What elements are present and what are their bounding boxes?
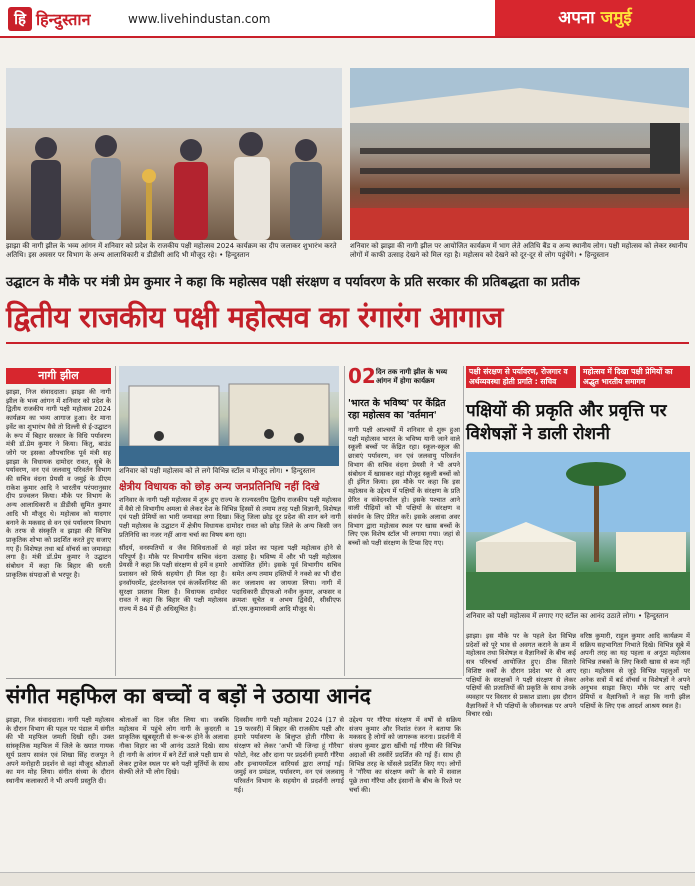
section-rule xyxy=(6,678,462,679)
stall-photo xyxy=(119,366,339,466)
festival-photo xyxy=(466,452,690,610)
photo-stalls-icon xyxy=(119,366,339,466)
music-body-4: उद्देश्य पर गौरैया संरक्षण में वर्षों से सक्रिय संजय कुमार और निशांत रंजन ने बताया कि मकसद है लोगों को जागरूक करना। प्रदर्शनी में संजय कुमार द्वारा खींची गई गौरैया की विभिन्न अदाओं की तस्वीरें प्रदर्शित की गई हैं। साथ ही विभिन्न तरह के घोंसले प्रदर्शित किए गए। लोगों ने 'गौरैया का संरक्षण क्यों' के बारे में सवाल पूछे तथा गौरैया और इंसानों के बीच के रिश्ते पर चर्चा की। xyxy=(349,716,461,794)
col1-body: झाझा, निज संवाददाता। झाझा की नागी झील के भव्य आंगन में शनिवार को प्रदेश के द्वितीय राजकीय नागी पक्षी महोत्सव 2024 कार्यक्रम का भव्य आगाज हुआ। देर माना इवेंट का शुभारंभ वैसे तो दिल्ली से ई-उद्घाटन के रूप में बिहार सरकार के विधि पर्यावरण मंत्री डॉ.प्रेम कुमार ने किया। किंतु, बाउंड जोगे पर इसका औपचारिक पूर्व मंत्री सह झाझा के विधायक दामोदर रावत, सुबे के पर्यावरण, वन एवं जलवायु परिवर्तन विभाग की सचिव वंदना प्रेयसी व जमुई के डीएम राकेश कुमार आदि ने भारतीय परंपरानुसार दीप प्रज्वलन किया। मौके पर विभाग के अन्य आलाधिकारी व डीडीसी सुमित कुमार आदि भी मौजूद थे। महोत्सव को यादगार बनाने के मकसद से वन एवं पर्यावरण विभाग के तरफ से संस्कृति व झाझा की विभिन्न प्राकृतिक शोभा को प्रदर्शित करते हुए सजाए गए हैं। विशेषज्ञ तथा बर्ड वॉचर्स का जमावड़ा लगा है। मंत्री डॉ.प्रेम कुमार ने उद्घाटन संबोधन में कहा कि बिहार की धरती प्राकृतिक संपदाओं से भरपूर है। xyxy=(6,388,111,579)
col2-subhead: क्षेत्रीय विधायक को छोड़ अन्य जनप्रतिनिधि नहीं दिखे xyxy=(119,481,320,493)
music-headline: संगीत महफिल का बच्चों व बड़ों ने उठाया आनंद xyxy=(6,684,371,708)
newspaper-logo-icon: हि xyxy=(8,7,32,31)
headline-rule xyxy=(6,342,689,344)
bullet-point-2: महोत्सव में दिखा पक्षी प्रेमियों का अद्भुत भारतीय समागम xyxy=(580,366,690,388)
col4-headline: पक्षियों की प्रकृति और प्रवृत्ति पर विशेषज्ञों ने डाली रोशनी xyxy=(466,401,667,444)
edition-banner xyxy=(495,0,695,36)
next-article-strip xyxy=(0,872,695,886)
col3-subhead: 'भारत के भविष्य' पर केंद्रित रहा महोत्सव का 'वर्तमान' xyxy=(348,398,446,421)
lead-headline: द्वितीय राजकीय पक्षी महोत्सव का रंगारंग आगाज xyxy=(6,300,503,334)
column-separator xyxy=(115,366,116,676)
lead-photo-left xyxy=(6,68,342,240)
days-number: 02 xyxy=(348,364,376,388)
edition-city: जमुई xyxy=(600,8,632,28)
col4-body: झाझा। इस मौके पर के पहले देश विभिन्न प्रदेशों को पूरे भाव से अवगत कराने के क्रम में महोत्सव तथा विशेषज्ञ व वैज्ञानिकों के बीच कई सत्र परिचर्चा आयोजित हुए। ठीक सितारे विशिष्ट वर्कों के दौरान प्रदेश भर से आए पक्षियों के सरक्षकों ने पक्षी संरक्षण से लेकर पक्षियों की प्रजातियों की प्रकृति के साथ उनके व्यवहार पर विस्तार से प्रकाश डाला। इस दौरान वैज्ञानिकों ने भी पक्षियों के जीवनचक्र पर अपने विचार रखे। xyxy=(466,632,576,719)
music-body-3: दिवसीय नागी पक्षी महोत्सव 2024 (17 से 19 फरवरी) में बिहार की राजकीय पक्षी और हमारे पर्यावरण के बिलुप्त होती गौरैया के संरक्षण को लेकर 'अभी भी जिन्दा हूं गौरैया' फोटो, नेस्ट और दाना पर प्रदर्शनी हमारी गौरैया और इन्वायरमेंटल वारियर्स द्वारा लगाई गई। जमुई वन प्रमंडल, पर्यावरण, वन एवं जलवायु परिवर्तन विभाग के सहयोग से प्रदर्शनी लगाई गई। xyxy=(234,716,344,794)
edition-prefix: अपना xyxy=(558,8,595,28)
column-separator xyxy=(463,366,464,676)
lead-photo-left-caption: झाझा की नागी झील के भव्य आंगन में शनिवार को प्रदेश के राजकीय पक्षी महोत्सव 2024 कार्यक्रम का दीप जलाकर शुभारंभ करते अतिथि। इस अवसर पर विभाग के अन्य आलाधिकारी व डीडीसी आदि भी मौजूद रहे। • हिन्दुस्तान xyxy=(6,242,337,259)
col3-body: नागी पक्षी आश्चर्यों में शनिवार से शुरू हुआ पक्षी महोत्सव भारत के भविष्य यानी जाने वाले स्कूली बच्चों पर केंद्रित रहा। स्कूल-स्कूल की छात्राएं पर्यावरण, वन एवं जलवायु परिवर्तन विभाग की सचिव वंदना प्रेयसी ने भी अपने संबोधन में खासकर वहां मौजूद स्कूली बच्चों को ही इंगित किया। इस मौके पर कहा कि इस महोत्सव के उद्देश्य में पक्षियों के संरक्षण के प्रति प्रेरित व संवेदनशील हो। इसके पश्चात आने वाली पीढ़ियों को भी पक्षियों के संरक्षण व संवर्धन के लिए प्रेरित करें। इसके अलावा अवर विभाग द्वारा महोत्सव स्थल पर खास बच्चों के लिए एक विशेष स्टॉल भी लगाया गया। जहां से बच्चों को पक्षी संरक्षण के टिप्स दिए गए। xyxy=(348,426,460,548)
col2-body: शनिवार के नागी पक्षी महोत्सव में शुरू हुए राज्य के राज्यस्तरीय द्वितीय राजकीय पक्षी महोत्सव में वैसे तो विभागीय अमला से लेकर देश के विभिन्न हिस्सों से तमाम तरह पक्षी विज्ञानी, विशेषज्ञ एवं पक्षी प्रेमियों का भारी जमावड़ा लगा दिखा। किंतु जिला छोड़ दूर प्रदेश की शान बने नागी पक्षी महोत्सव के उद्घाटन में क्षेत्रीय विधायक दामोदर रावत को छोड़ जिले के अन्य किसी जन प्रतिनिधि का नजर नहीं आना चर्चा का विषय बना रहा। xyxy=(119,496,341,539)
column-separator xyxy=(344,366,345,676)
photo-palm-tent-icon xyxy=(466,452,690,610)
col2-body-2: सौंदर्य, वनस्पतियों व जैव विविधताओं से परिपूर्ण है। मौके पर विभागीय सचिव वंदना प्रेयसी ने कहा कि पक्षी संरक्षण से हमें व हमारे प्रशासन को सिर्फ सहयोग ही मिल रहा है। इनवॉयरमेंट, इंटरनेशनल एवं कंजर्वेशनिस्ट की सुरक्षा प्रस्ताव मिला है। विधायक दामोदर रावत ने कहा कि बिहार की पक्षी महोत्सव राज्य में 84 में ही अधिसूचित है। xyxy=(119,544,227,613)
bullet-point-1: पक्षी संरक्षण से पर्यावरण, रोजगार व अर्थव्यवस्था होती प्रगति : सचिव xyxy=(466,366,576,388)
section-tag-nagi-jheel: नागी झील xyxy=(6,368,111,384)
lead-blurb: उद्घाटन के मौके पर मंत्री प्रेम कुमार ने कहा कि महोत्सव पक्षी संरक्षण व पर्यावरण के प्रति सरकार की प्रतिबद्धता का प्रतीक xyxy=(6,275,580,290)
music-body: झाझा, निज संवाददाता। नागी पक्षी महोत्सव के दौरान विभाग की पहल पर पंडाल में संगीत की भी महफिल जमती दिखी रही। उक्त सांस्कृतिक महफिल में जिले के ख्यात गायक सूर्य प्रताप सावंत एवं शिखा सिंह राजपूत ने अपने मनोहारी प्रदर्शन से वहां मौजूद श्रोताओं का मन मोह लिया। संगीत संध्या के दौरान स्थानीय कलाकारों ने भी अपनी प्रस्तुति दी। xyxy=(6,716,114,785)
lead-photo-right xyxy=(350,68,689,240)
photo-people-icon xyxy=(6,68,342,240)
photo-crowd-icon xyxy=(350,68,689,240)
lead-photo-right-caption: शनिवार को झाझा की नागी झील पर आयोजित कार्यक्रम में भाग लेते अतिथि बैंड व अन्य स्थानीय लोग। पक्षी महोत्सव को लेकर स्थानीय लोगों में काफी उत्साह देखने को मिल रहा है। महोत्सव को देखने को दूर-दूर से लोग पहुंचेंगे। • हिन्दुस्तान xyxy=(350,242,688,259)
days-text: दिन तक नागी झील के भव्य आंगन में होगा कार्यक्रम xyxy=(376,368,448,385)
stall-photo-caption: शनिवार को पक्षी महोत्सव को ले लगे विभिन्न स्टॉल व मौजूद लोग। • हिन्दुस्तान xyxy=(119,467,316,475)
col2-body-3: वहां प्रदेश का पहला पक्षी महोत्सव होने से उत्साह है। भविष्य में और भी पक्षी महोत्सव आयोजित होंगे। इसके पूर्व विभागीय सचिव समेत अन्य तमाम हस्तियों ने नक्शे का भी दौरा कर जलाशय का जायजा लिया। नागी में पदाधिकारी डीएफओ नवीन कुमार, अफसर व क्रमशः सूचेत व अभय द्विवेदी, सीसीएफ डॉ.एस.कुमारस्वामी आदि मौजूद थे। xyxy=(232,544,341,613)
site-url[interactable]: www.livehindustan.com xyxy=(128,12,271,26)
music-body-2: श्रोताओं का दिल जीत लिया था। जबकि महोत्सव में पहुंचे लोग नागी के कुदरती व प्राकृतिक खूबसूरती से रू-ब-रू होने के अलावा नौका विहार का भी आनंद उठाते दिखे। साथ ही नागी के आंगन में बने टेंटों वाले पक्षी ग्राम से लेकर ट्रावेल स्थल पर बने पक्षी मूर्तियों के साथ सेल्फी लेते भी लोग दिखे। xyxy=(119,716,229,777)
festival-photo-caption: शनिवार को पक्षी महोत्सव में लगाए गए स्टॉल का आनंद उठाते लोग। • हिन्दुस्तान xyxy=(466,612,669,620)
col4-body-2: वरिष्ठ कुमारी, राहुल कुमार आदि कार्यक्रम में सक्रिय सहभागिता निभाते दिखे। विभिन्न सूबे में अपनी तरह का यह पहला व अनूठा महोत्सव विभिन्न तबकों के लिए किसी खास से कम नहीं रहा। महोत्सव से जुड़े विभिन्न पहलुओं पर अनेक सत्रों में बर्ड वॉचर्स व विशेषज्ञों ने अपने अनुभव साझा किए। मौके पर आए पक्षी प्रेमियों व वैज्ञानिकों ने कहा कि नागी झील पक्षियों के लिए एक आदर्श आश्रय स्थल है। xyxy=(580,632,690,710)
paper-name: हिन्दुस्तान xyxy=(36,10,91,29)
